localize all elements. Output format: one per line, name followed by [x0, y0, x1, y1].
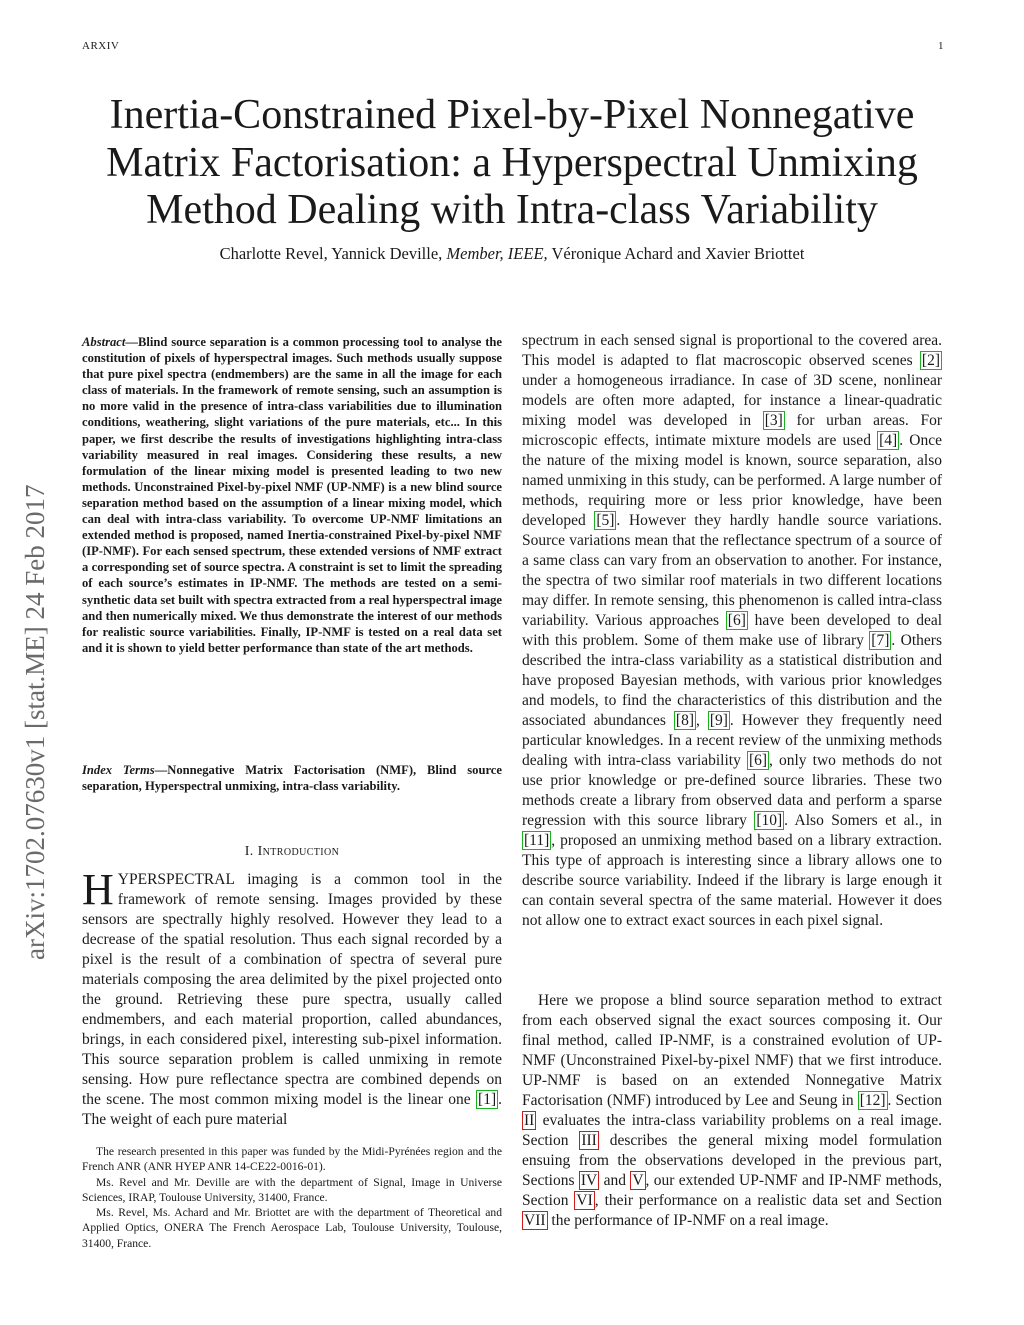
body-text: under a homogeneous irradiance. In case of 3D scene, nonlinear models are often more adapted, for instance a linear-quadratic mixing model was developed in	[522, 372, 942, 429]
author-line	[60, 244, 964, 264]
intro-capword: YPERSPECTRAL	[117, 871, 235, 888]
section-link[interactable]: IV	[580, 1172, 598, 1189]
citation-link[interactable]: [9]	[709, 712, 728, 729]
right-column-paragraph-2	[522, 991, 942, 1231]
section-link[interactable]: VI	[576, 1192, 593, 1209]
body-text: the performance of IP-NMF on a real image.	[547, 1212, 829, 1229]
body-text: , proposed an unmixing method based on a library extraction. This type of approach is interesting since a library allows one to describe source variability. Indeed if the library is large enough it can contain several spectra of the same material. However it does not allow one to extract exact sources in each pixel signal.	[522, 832, 942, 929]
citation-link[interactable]: [4]	[879, 432, 898, 449]
body-text: . However they hardly handle source variations. Source variations mean that the reflectance spectrum of a source of a same class can vary from an observation to another. For instance, the spectra of two similar roof materials in two different locations may differ. In remote sensing, this phenomenon is called intra-class variability. Various approaches	[522, 512, 942, 629]
body-text: evaluates the intra-class variability problems on a real image. Section	[522, 1112, 942, 1149]
body-text: . Once the nature of the mixing model is known, source separation, also named unmixing in this study, can be performed. A large number of methods, requiring more or less prior knowledge, have been developed	[522, 432, 942, 529]
section-title: Introduction	[257, 844, 340, 859]
index-terms-lead: Index Terms	[82, 763, 155, 777]
intro-text-2: . The weight of each pure material	[82, 1091, 502, 1128]
index-terms-body: —Nonnegative Matrix Factorisation (NMF), Blind source separation, Hyperspectral unmixing, intra-class variability.	[82, 763, 502, 794]
body-text: have been developed to deal with this problem. Some of them make use of library	[522, 612, 943, 649]
page-number: 1	[938, 40, 944, 52]
body-text: . Others described the intra-class variability as a statistical distribution and have proposed Bayesian methods, with various prior knowledges and models, to find the characteristics of this distribution and the associated abundances	[522, 632, 942, 729]
citation-link[interactable]: [6]	[727, 612, 746, 629]
citation-link[interactable]: [5]	[596, 512, 615, 529]
index-terms	[82, 762, 502, 794]
intro-text-1: imaging is a common tool in the framework of remote sensing. Images provided by these sensors are spectrally highly resolved. However they lead to a decrease of the spatial resolution. Thus each signal recorded by a pixel is the result of a combination of spectra of several pure materials composing the area delimited by the pixel projected onto the ground. Retrieving these pure spectra, usually called endmembers, and each material proportion, called abundances, brings, in each considered pixel, interesting sub-pixel information. This source separation problem is called unmixing in remote sensing. How pure reflectance spectra are combined depends on the scene. The most common mixing model is the linear one	[82, 871, 502, 1108]
body-text: . Also Somers et al., in	[784, 812, 942, 829]
body-text: describes the general mixing model formulation ensuing from the observations developed in the previous part, Sections	[522, 1132, 942, 1189]
drop-cap: H	[82, 865, 114, 914]
citation-link[interactable]: [6]	[748, 752, 768, 769]
section-link[interactable]: VII	[524, 1212, 546, 1229]
paper-title: Inertia-Constrained Pixel-by-Pixel Nonnegative Matrix Factorisation: a Hyperspectral Unmixing Method Dealing with Intra-class Variability	[106, 92, 918, 233]
section-link[interactable]: II	[524, 1112, 535, 1129]
citation-link[interactable]: [7]	[871, 632, 890, 649]
abstract-body: —Blind source separation is a common processing tool to analyse the constitution of pixels of hyperspectral images. Such methods usually suppose that pure pixel spectra (endmembers) are the same in all the image for each class of materials. In the framework of remote sensing, such an assumption is no more valid in the presence of intra-class variabilities due to illumination conditions, weathering, slight variations of the pure materials, etc... In this paper, we first describe the results of investigations highlighting intra-class variability measured in real images. Considering these results, a new formulation of the linear mixing model is presented leading to two new methods. Unconstrained Pixel-by-pixel NMF (UP-NMF) is a new blind source separation method based on the assumption of a linear mixing model, which can deal with intra-class variability. To overcome UP-NMF limitations an extended method is proposed, named Inertia-constrained Pixel-by-pixel NMF (IP-NMF). For each sensed spectrum, these extended versions of NMF extract a corresponding set of source spectra. A constraint is set to limit the spreading of each source’s estimates in IP-NMF. The methods are tested on a semi-synthetic data set built with spectra extracted from a real hyperspectral image and then numerically mixed. We thus demonstrate the interest of our methods for realistic source variabilities. Finally, IP-NMF is tested on a real data set and it is shown to yield better performance than state of the art methods.	[82, 335, 502, 655]
citation-link[interactable]: [2]	[921, 352, 940, 369]
body-text: . However they frequently need particular knowledges. In a recent review of the unmixing methods dealing with intra-class variability	[522, 712, 943, 769]
running-header: ARXIV	[82, 40, 120, 52]
footnote: Ms. Revel and Mr. Deville are with the department of Signal, Image in Universe Sciences, IRAP, Toulouse University, 31400, France.	[82, 1175, 502, 1204]
body-text: , our extended UP-NMF and IP-NMF methods, Section	[522, 1172, 942, 1209]
abstract	[82, 334, 502, 656]
body-text: . Section	[887, 1092, 942, 1109]
abstract-lead: Abstract	[82, 335, 126, 349]
authors-post: Véronique Achard and Xavier Briottet	[551, 244, 805, 263]
citation-link[interactable]: [1]	[478, 1091, 497, 1108]
footnotes	[82, 1144, 502, 1251]
section-link[interactable]: III	[581, 1132, 597, 1149]
body-text: Here we propose a blind source separation method to extract from each observed signal the exact sources composing it. Our final method, called IP-NMF, is a constrained evolution of UP-NMF (Unconstrained Pixel-by-pixel NMF) that we first introduce. UP-NMF is based on an extended Nonnegative Matrix Factorisation (NMF) introduced by Lee and Seung in	[522, 992, 942, 1109]
body-text: , only two methods do not use prior knowledge or pre-defined source libraries. These two methods create a library from observed data and perform a sparse regression with this source library	[522, 752, 943, 829]
section-number: I.	[244, 844, 254, 859]
right-column-paragraph-1	[522, 331, 942, 931]
footnote: The research presented in this paper was funded by the Midi-Pyrénées region and the French ANR (ANR HYEP ANR 14-CE22-0016-01).	[82, 1145, 502, 1174]
footnote: Ms. Revel, Ms. Achard and Mr. Briottet are with the department of Theoretical and Applied Optics, ONERA The French Aerospace Lab, Toulouse University, Toulouse, 31400, France.	[82, 1206, 502, 1250]
citation-link[interactable]: [8]	[675, 712, 694, 729]
section-heading	[82, 844, 502, 860]
body-text: , their performance on a realistic data set and Section	[594, 1192, 942, 1209]
citation-link[interactable]: [11]	[524, 832, 550, 849]
authors-member: Member, IEEE,	[446, 244, 548, 263]
body-text: ,	[695, 712, 708, 729]
body-text: for urban areas. For microscopic effects, intimate mixture models are used	[522, 412, 942, 449]
body-text: spectrum in each sensed signal is proportional to the covered area. This model is adapted to flat macroscopic observed scenes	[522, 332, 942, 369]
section-link[interactable]: V	[632, 1172, 644, 1189]
arxiv-side-stamp: arXiv:1702.07630v1 [stat.ME] 24 Feb 2017	[20, 484, 50, 960]
authors-pre: Charlotte Revel, Yannick Deville,	[219, 244, 443, 263]
body-text: and	[599, 1172, 631, 1189]
citation-link[interactable]: [10]	[756, 812, 783, 829]
citation-link[interactable]: [3]	[764, 412, 783, 429]
intro-paragraph	[82, 865, 502, 1130]
citation-link[interactable]: [12]	[859, 1092, 886, 1109]
